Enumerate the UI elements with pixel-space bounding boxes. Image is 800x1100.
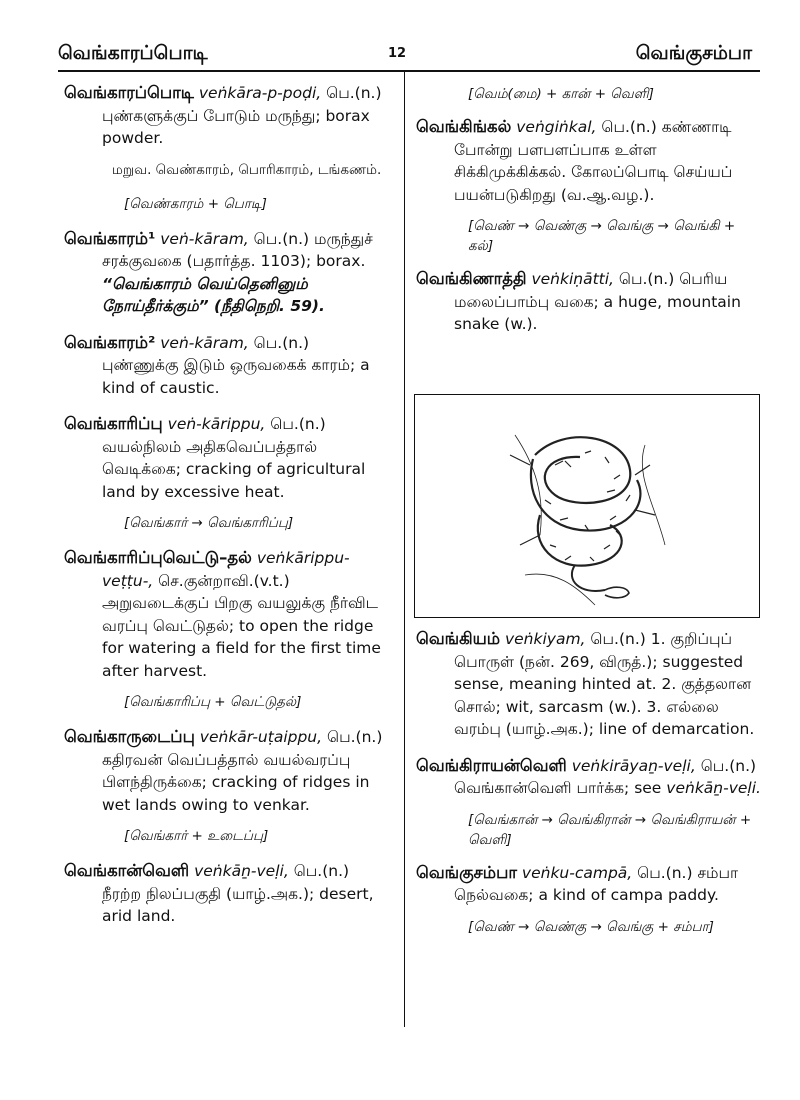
- transliteration: veṅku-campā,: [521, 863, 633, 882]
- etymology: [வெங்கார் → வெங்காரிப்பு]: [124, 515, 294, 531]
- entry-venkirayan-veli: [416, 755, 762, 800]
- transliteration: veṅkiyam,: [504, 630, 586, 648]
- headword: வெங்காரம்¹: [64, 228, 156, 248]
- entry-venkara-p-podi: [64, 82, 390, 150]
- definition: பெ.(n.) கண்ணாடி போன்று பளபளப்பாக உள்ள சிக்கிமுக்கிக்கல். கோலப்பொடி செய்யப் பயன்படுகிறது (வ.ஆ.வழ.).: [454, 118, 733, 204]
- etymology: [வெம்(மை) + கான் + வெளி]: [468, 86, 654, 102]
- etymology: [வெங்கார் + உடைப்பு]: [124, 828, 269, 844]
- transliteration: veṅkirāyaṉ-veḷi,: [571, 756, 696, 775]
- headword: வெங்காருடைப்பு: [64, 727, 195, 746]
- headword: வெங்காரப்பொடி: [64, 83, 194, 102]
- transliteration: veṅ-kārippu,: [167, 415, 266, 433]
- entry-venkarippu-vettu: [64, 547, 390, 682]
- right-column: [416, 82, 762, 346]
- headword: வெங்குசம்பா: [416, 862, 517, 882]
- definition: பெ.(n.) புண்ணுக்கு இடும் ஒருவகைக் காரம்; a kind of caustic.: [102, 333, 370, 397]
- headword: வெங்காரம்²: [64, 332, 156, 352]
- transliteration: veṅkāra-p-poḍi,: [198, 84, 322, 102]
- synonyms: மறுவ. வெண்காரம், பொரிகாரம், டங்கணம்.: [112, 161, 382, 178]
- headword: வெங்கிராயன்வெளி: [416, 755, 567, 775]
- definition: பெ.(n.) பெரிய மலைப்பாம்பு வகை; a huge, mountain snake (w.).: [454, 270, 741, 333]
- headword: வெங்காரிப்புவெட்டு–தல்: [64, 548, 252, 567]
- headword: வெங்காரிப்பு: [64, 414, 163, 433]
- right-column-lower: [416, 628, 762, 949]
- page-header: [58, 38, 760, 68]
- etymology: [வெண் → வெண்கு → வெங்கு + சம்பா]: [468, 918, 714, 935]
- entry-vengingal: [416, 116, 762, 206]
- definition: பெ.(n.) 1. குறிப்புப் பொருள் (நன். 269, விருத்.); suggested sense, meaning hinted at. 2. குத்தலான சொல்; wit, sarcasm (w.). 3. எல்லை வரம்பு (யாழ்.அக.); line of demarcation.: [454, 630, 755, 738]
- page-number: 12: [388, 46, 407, 61]
- etymology: [வெண் → வெண்கு → வெங்கு → வெங்கி + கல்]: [468, 218, 736, 254]
- cross-reference: veṅkāṉ-veḷi.: [666, 779, 761, 797]
- definition: பெ.(n.) வெங்கான்வெளி பார்க்க; see: [454, 756, 757, 797]
- definition: பெ.(n.) கதிரவன் வெப்பத்தால் வயல்வரப்பு பிளந்திருக்கை; cracking of ridges in wet lands owing to venkar.: [102, 728, 383, 814]
- transliteration: veṅkiṇātti,: [531, 270, 614, 288]
- definition: பெ.(n.) மருந்துச் சரக்குவகை (பதார்த்த. 1103); borax.: [102, 229, 373, 270]
- entry-venkaram-1: [64, 228, 390, 318]
- header-guide-word-right: வெங்குசம்பா: [635, 42, 752, 64]
- transliteration: veṅkārippu-veṭṭu-,: [102, 549, 350, 590]
- python-snake-icon: [415, 395, 759, 617]
- definition: பெ.(n.) நீரற்ற நிலப்பகுதி (யாழ்.அக.); desert, arid land.: [102, 862, 374, 925]
- etymology: [வெங்கான் → வெங்கிரான் → வெங்கிராயன் + வெளி]: [468, 811, 752, 848]
- transliteration: veṅ-kāram,: [160, 333, 249, 352]
- entry-venkar-utaippu: [64, 726, 390, 816]
- snake-illustration: [414, 394, 760, 618]
- headword: வெங்கியம்: [416, 629, 501, 648]
- entry-venkaram-2: [64, 332, 390, 400]
- entry-venkan-veli: [64, 860, 390, 928]
- headword: வெங்கிங்கல்: [416, 117, 512, 136]
- definition: பெ.(n.) புண்களுக்குப் போடும் மருந்து; borax powder.: [102, 84, 382, 147]
- entry-venkiyam: [416, 628, 762, 741]
- etymology: [வெங்காரிப்பு + வெட்டுதல்]: [124, 694, 302, 710]
- entry-venku-campa: [416, 862, 762, 907]
- header-rule: [58, 70, 760, 72]
- entry-venkinatti: [416, 268, 762, 336]
- headword: வெங்கிணாத்தி: [416, 269, 527, 288]
- headword: வெங்கான்வெளி: [64, 861, 190, 880]
- entry-venkarippu: [64, 413, 390, 503]
- transliteration: veṅgiṅkal,: [516, 118, 597, 136]
- etymology: [வெண்காரம் + பொடி]: [124, 195, 267, 212]
- column-divider: [404, 72, 405, 1027]
- definition: பெ.(n.) வயல்நிலம் அதிகவெப்பத்தால் வெடிக்கை; cracking of agricultural land by excessive heat.: [102, 415, 366, 501]
- definition: செ.குன்றாவி.(v.t.) அறுவடைக்குப் பிறகு வயலுக்கு நீர்விட வரப்பு வெட்டுதல்; to open the ridge for watering a field for the first time after harvest.: [102, 571, 381, 680]
- quotation: “வெங்காரம் வெய்தெனினும் நோய்தீர்க்கும்” (நீதிநெறி. 59).: [102, 274, 325, 315]
- definition: பெ.(n.) சம்பா நெல்வகை; a kind of campa paddy.: [454, 863, 739, 904]
- transliteration: veṅkāṉ-veḷi,: [194, 862, 289, 880]
- transliteration: veṅ-kāram,: [160, 229, 249, 248]
- transliteration: veṅkār-uṭaippu,: [199, 728, 323, 746]
- left-column: [64, 82, 390, 938]
- header-guide-word-left: வெங்காரப்பொடி: [58, 42, 208, 64]
